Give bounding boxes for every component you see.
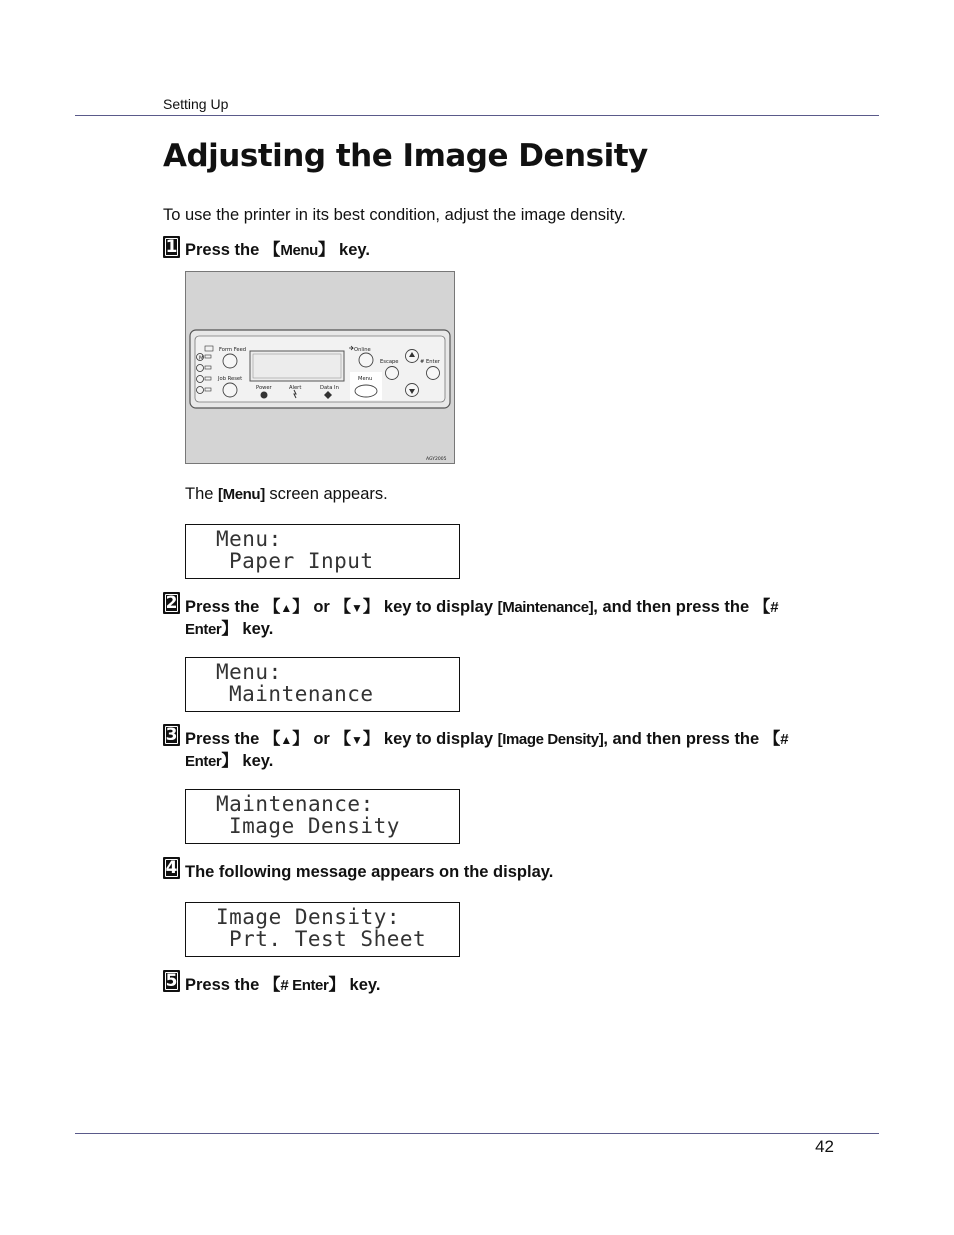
up-arrow-icon: ▲ [280, 601, 293, 615]
step-number-5: 5 [163, 970, 180, 992]
step-2-text: Press the 【▲】 or 【▼】 key to display [Maintenance], and then press the 【# Enter】 key. [185, 598, 779, 638]
panel-alert-label: Alert [289, 385, 302, 391]
panel-escape-label: Escape [380, 359, 399, 365]
panel-job-reset-label: Job Reset [218, 376, 243, 382]
up-arrow-icon: ▲ [280, 733, 293, 747]
step-1-text: Press the 【Menu】 key. [185, 241, 370, 259]
printer-control-panel-illustration [185, 271, 455, 464]
panel-form-feed-label: Form Feed [219, 347, 247, 353]
lcd-line-1: Maintenance: [216, 792, 374, 816]
step-number-1: 1 [163, 236, 180, 258]
figure-code: AGY2005 [426, 457, 447, 462]
intro-text: To use the printer in its best condition, adjust the image density. [163, 206, 626, 224]
down-arrow-icon: ▼ [350, 733, 363, 747]
enter-key-label: # Enter [185, 599, 779, 638]
step-3-text: Press the 【▲】 or 【▼】 key to display [Image Density], and then press the 【# Enter】 key. [185, 730, 789, 770]
page-title: Adjusting the Image Density [163, 138, 648, 174]
lcd-display-4 [185, 902, 460, 957]
lcd-line-2: Prt. Test Sheet [229, 927, 427, 951]
down-arrow-icon: ▼ [350, 601, 363, 615]
lcd-line-2: Image Density [229, 814, 400, 838]
lcd-display-2 [185, 657, 460, 712]
section-header: Setting Up [163, 96, 229, 112]
step-5-text: Press the 【# Enter】 key. [185, 976, 381, 994]
panel-data-in-label: Data In [320, 385, 339, 391]
panel-m-label: M [199, 355, 204, 362]
lcd-line-2: Paper Input [229, 549, 374, 573]
panel-power-label: Power [256, 385, 272, 391]
menu-screen-appears-text: The [Menu] screen appears. [185, 485, 388, 503]
lcd-line-1: Image Density: [216, 905, 401, 929]
step-4-text: The following message appears on the display. [185, 863, 554, 881]
step-number-2: 2 [163, 592, 180, 614]
step-number-3: 3 [163, 724, 180, 746]
footer-rule [75, 1133, 879, 1134]
enter-key-label: # Enter [280, 977, 329, 994]
panel-menu-label: Menu [358, 376, 373, 382]
step-number-4: 4 [163, 857, 180, 879]
panel-enter-label: # Enter [420, 359, 440, 365]
header-rule [75, 115, 879, 116]
page-number: 42 [815, 1137, 834, 1156]
lcd-display-1 [185, 524, 460, 579]
lcd-display-3 [185, 789, 460, 844]
lcd-line-1: Menu: [216, 527, 282, 551]
panel-online-label: Online [354, 347, 371, 353]
enter-key-label: # Enter [185, 731, 789, 770]
lcd-line-1: Menu: [216, 660, 282, 684]
menu-key-label: Menu [280, 242, 318, 259]
lcd-line-2: Maintenance [229, 682, 374, 706]
